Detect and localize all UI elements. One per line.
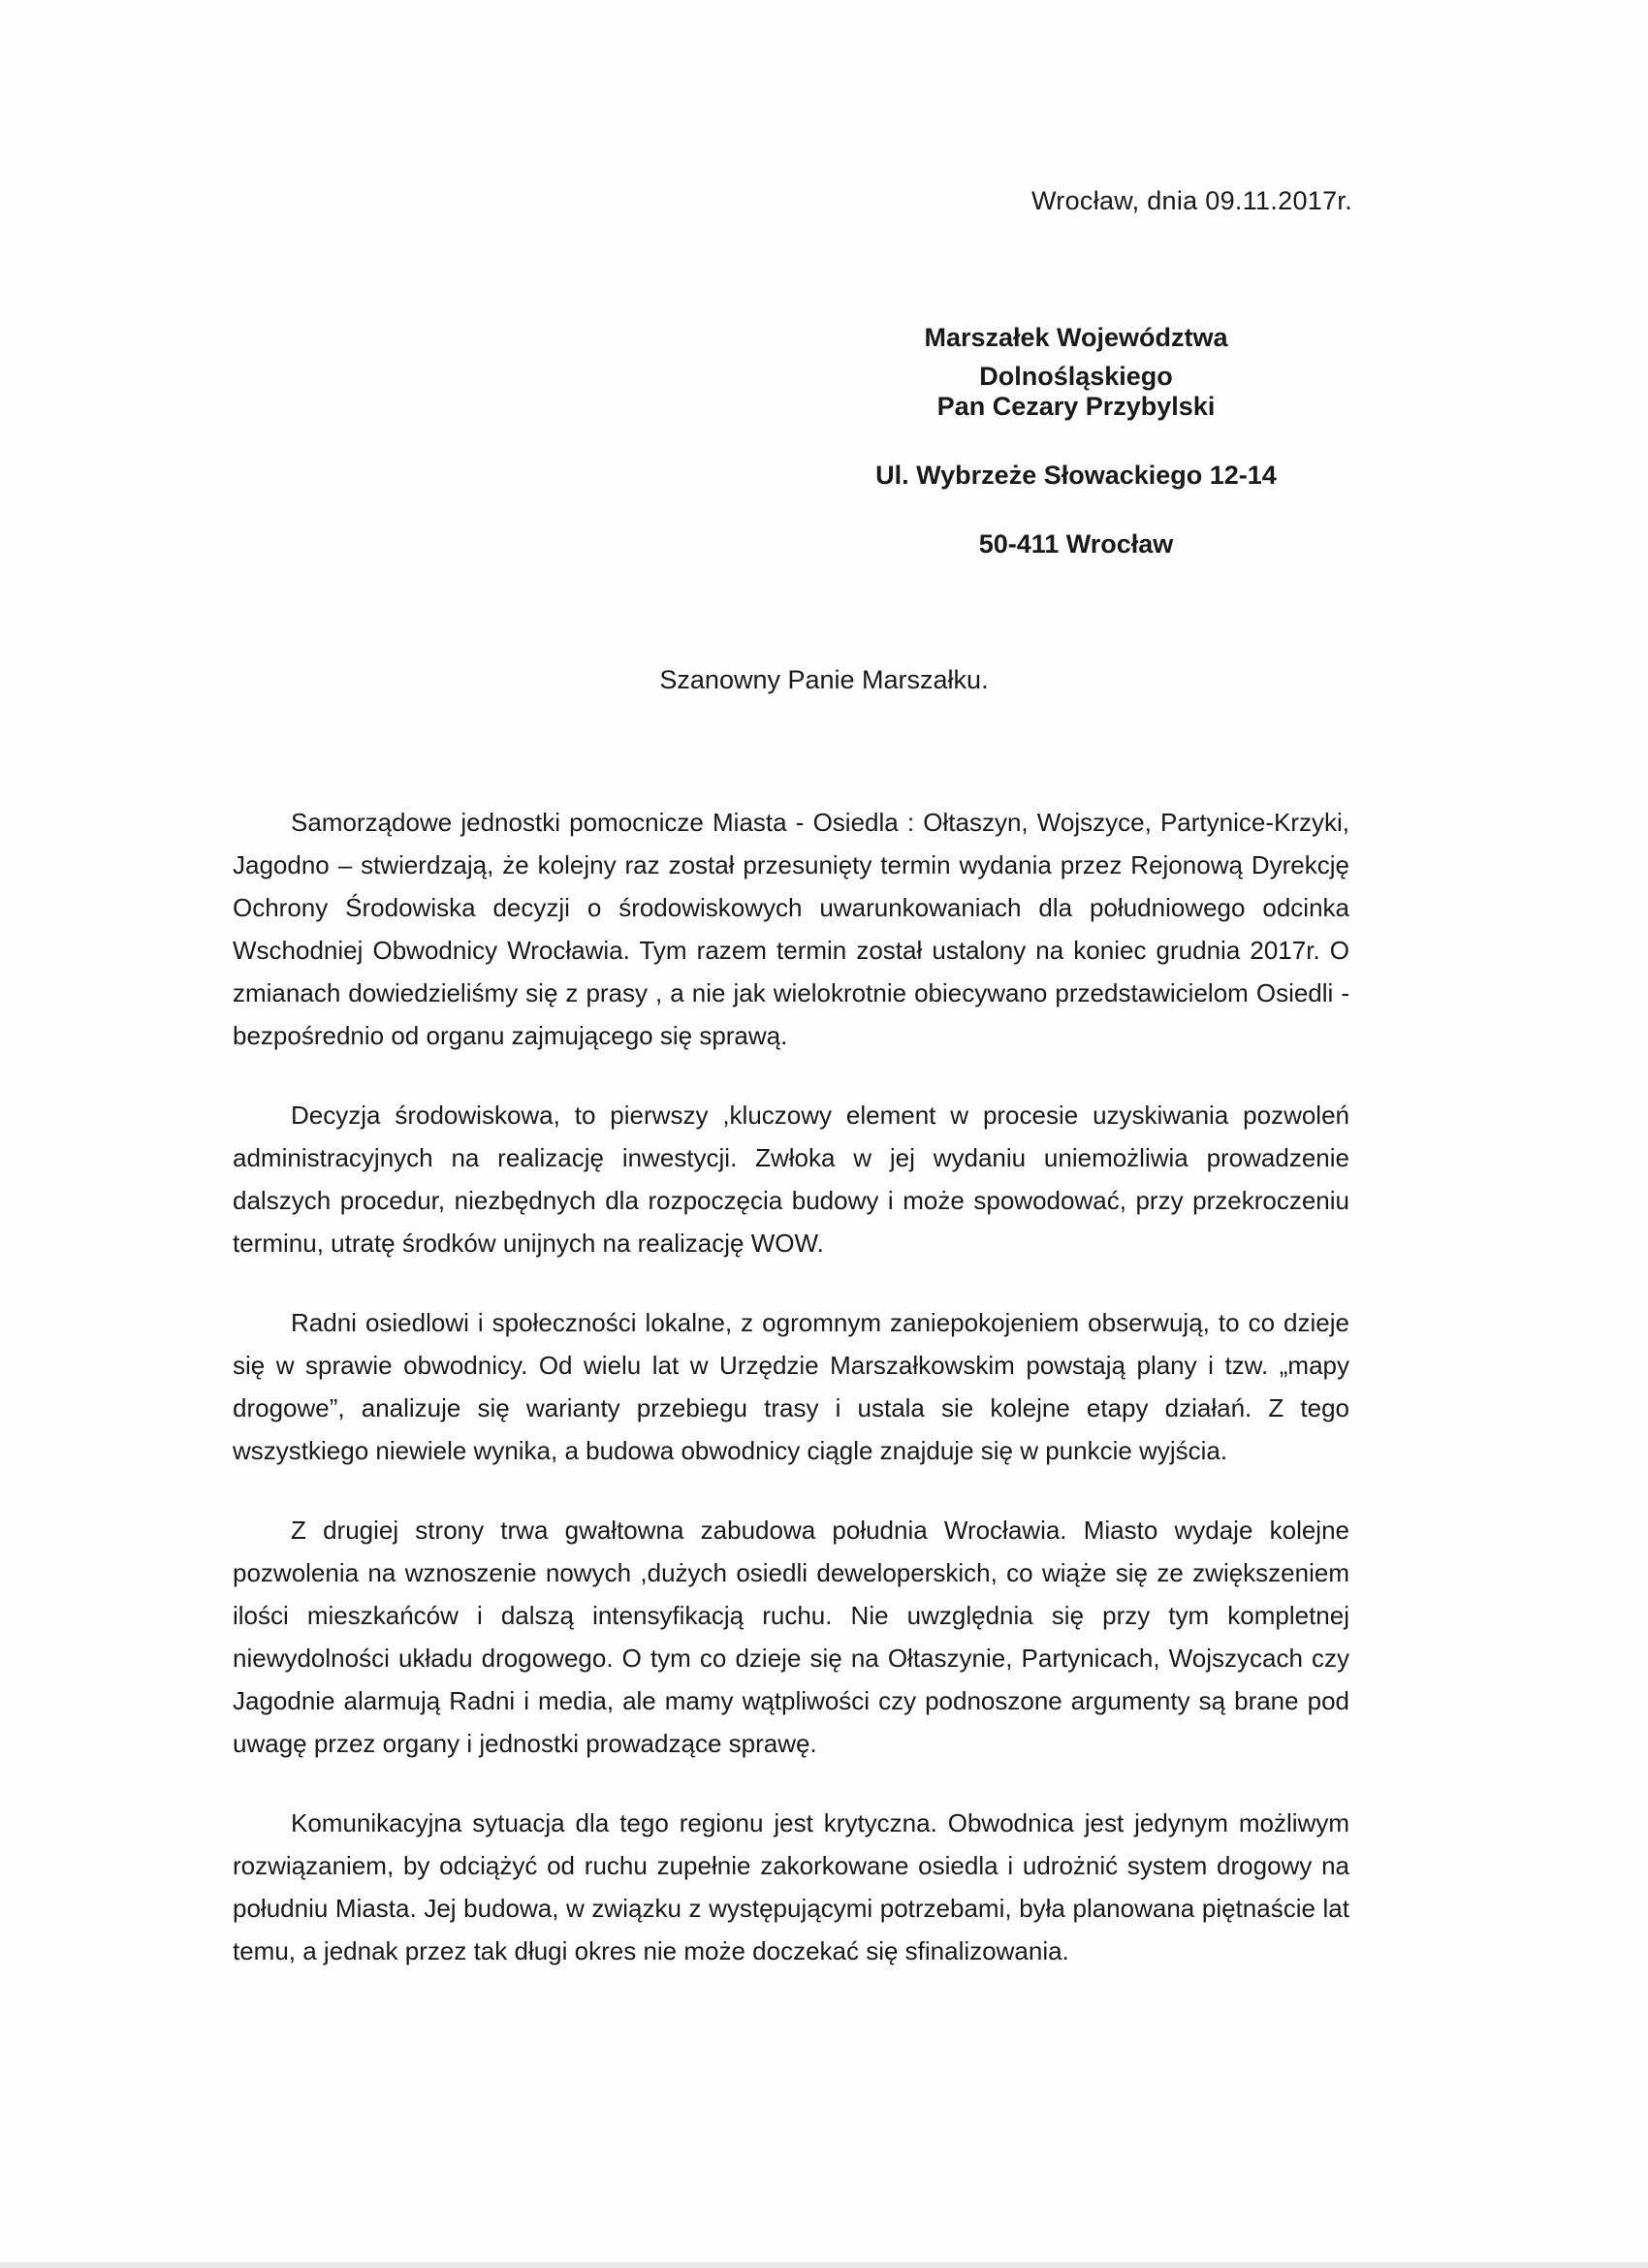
letter-body — [233, 801, 1349, 2009]
body-paragraph: Decyzja środowiskowa, to pierwszy ,kluczowy element w procesie uzyskiwania pozwoleń administracyjnych na realizację inwestycji. Zwłoka w jej wydaniu uniemożliwia prowadzenie dalszych procedur, niezbędnych dla rozpoczęcia budowy i może spowodować, przy przekroczeniu terminu, utratę środków unijnych na realizację WOW. — [233, 1101, 1349, 1258]
recipient-street: Ul. Wybrzeże Słowackiego 12-14 — [875, 461, 1277, 490]
body-paragraph: Komunikacyjna sytuacja dla tego regionu jest krytyczna. Obwodnica jest jedynym możliwym rozwiązaniem, by odciążyć od ruchu zupełnie zakorkowane osiedla i udrożnić system drogowy na południu Miasta. Jej budowa, w związku z występującymi potrzebami, była planowana piętnaście lat temu, a jednak przez tak długi okres nie może doczekać się sfinalizowania. — [233, 1808, 1349, 1965]
body-paragraph: Radni osiedlowi i społeczności lokalne, z ogromnym zaniepokojeniem obserwują, to co dzieje się w sprawie obwodnicy. Od wielu lat w Urzędzie Marszałkowskim powstają plany i tzw. „mapy drogowe”, analizuje się warianty przebiegu trasy i ustala sie kolejne etapy działań. Z tego wszystkiego niewiele wynika, a budowa obwodnicy ciągle znajduje się w punkcie wyjścia. — [233, 1308, 1349, 1465]
recipient-title: Marszałek Województwa Dolnośląskiego — [924, 323, 1228, 391]
recipient-address-block — [824, 318, 1328, 593]
body-paragraph: Z drugiej strony trwa gwałtowna zabudowa południa Wrocławia. Miasto wydaje kolejne pozwolenia na wznoszenie nowych ,dużych osiedli deweloperskich, co wiąże się ze zwiększeniem ilości mieszkańców i dalszą intensyfikacją ruchu. Nie uwzględnia się przy tym kompletnej niewydolności układu drogowego. O tym co dzieje się na Ołtaszynie, Partynicach, Wojszycach czy Jagodnie alarmują Radni i media, ale mamy wątpliwości czy podnoszone argumenty są brane pod uwagę przez organy i jednostki prowadzące sprawę. — [233, 1516, 1349, 1758]
recipient-name: Pan Cezary Przybylski — [936, 392, 1216, 421]
letter-date: Wrocław, dnia 09.11.2017r. — [1030, 186, 1352, 215]
body-paragraph: Samorządowe jednostki pomocnicze Miasta - Osiedla : Ołtaszyn, Wojszyce, Partynice-Krzyki, Jagodno – stwierdzają, że kolejny raz został przesunięty termin wydania przez Rejonową Dyrekcję Ochrony Środowiska decyzji o środowiskowych uwarunkowaniach dla południowego odcinka Wschodniej Obwodnicy Wrocławia. Tym razem termin został ustalony na koniec grudnia 2017r. O zmianach dowiedzieliśmy się z prasy , a nie jak wielokrotnie obiecywano przedstawicielom Osiedli - bezpośrednio od organu zajmującego się sprawą. — [233, 808, 1349, 1050]
salutation: Szanowny Panie Marszałku. — [659, 665, 989, 694]
recipient-city: 50-411 Wrocław — [978, 529, 1174, 559]
scan-bottom-edge — [0, 2262, 1648, 2268]
